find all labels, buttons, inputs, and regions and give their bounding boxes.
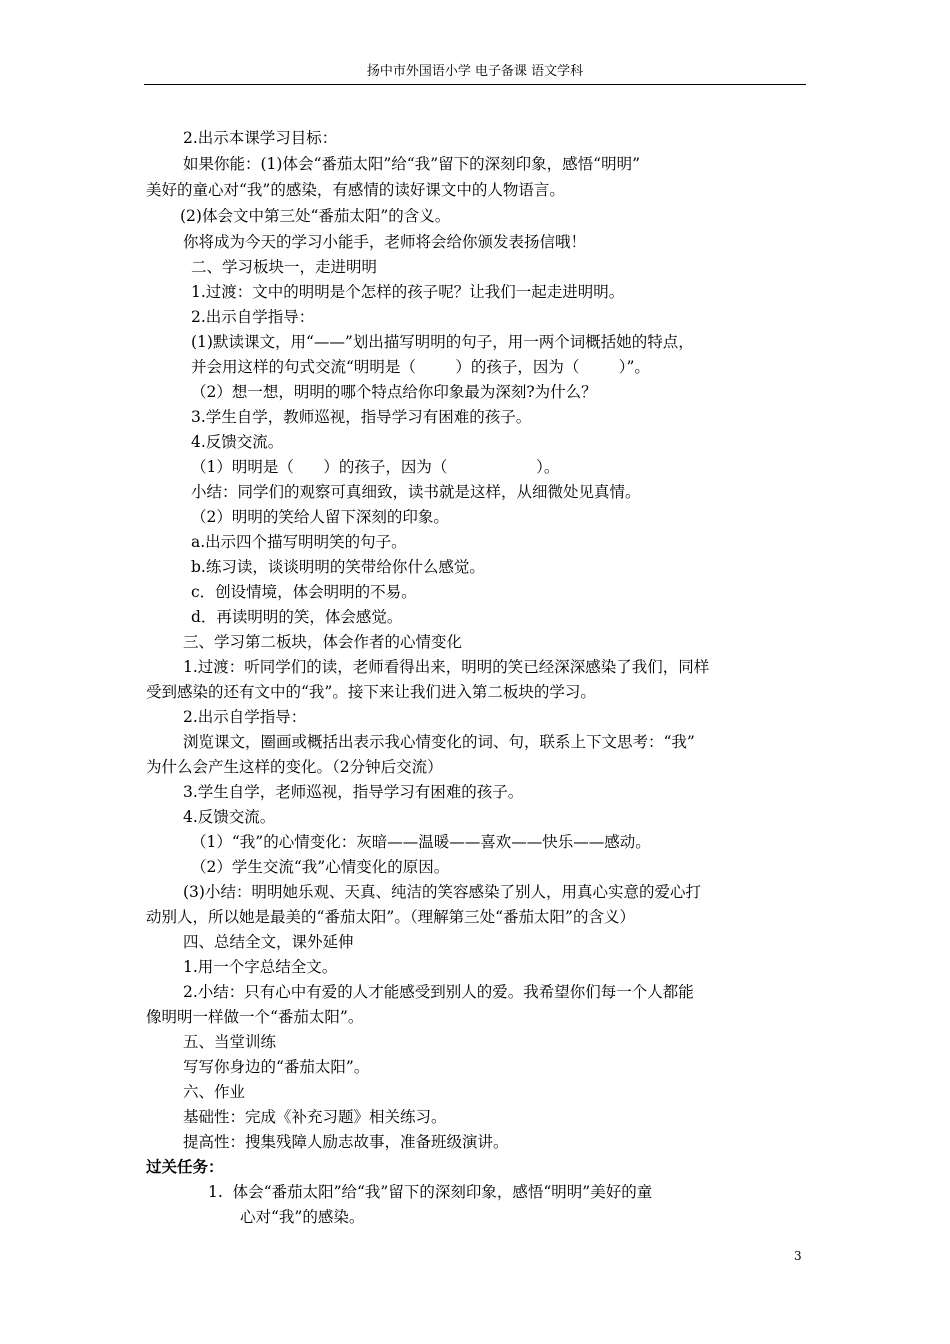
text-line: 1. 体会“番茄太阳”给“我”留下的深刻印象，感悟“明明”美好的童 — [208, 1183, 653, 1201]
text-line: 你将成为今天的学习小能手，老师将会给你颁发表扬信哦！ — [183, 233, 587, 251]
text-line: 动别人，所以她是最美的“番茄太阳”。（理解第三处“番茄太阳”的含义） — [146, 908, 635, 926]
text-line: 为什么会产生这样的变化。（2分钟后交流） — [146, 758, 443, 776]
text-line: 如果你能：(1)体会“番茄太阳”给“我”留下的深刻印象，感悟“明明” — [183, 155, 641, 173]
text-line: 受到感染的还有文中的“我”。接下来让我们进入第二板块的学习。 — [146, 683, 596, 701]
text-line: 过关任务： — [146, 1158, 224, 1176]
page-header: 扬中市外国语小学 电子备课 语文学科 — [366, 64, 584, 79]
text-line: 4.反馈交流。 — [191, 433, 284, 451]
text-line: 1.过渡：听同学们的读，老师看得出来，明明的笑已经深深感染了我们，同样 — [183, 658, 710, 676]
text-line: （2）想一想，明明的哪个特点给你印象最为深刻?为什么？ — [191, 383, 597, 401]
text-line: 像明明一样做一个“番茄太阳”。 — [146, 1008, 364, 1026]
text-line: 四、总结全文，课外延伸 — [183, 933, 354, 951]
text-line: 3.学生自学，教师巡视，指导学习有困难的孩子。 — [191, 408, 532, 426]
text-line: 心对“我”的感染。 — [240, 1208, 365, 1226]
text-line: (3)小结：明明她乐观、天真、纯洁的笑容感染了别人，用真心实意的爱心打 — [183, 883, 701, 901]
text-line: （2）明明的笑给人留下深刻的印象。 — [191, 508, 449, 526]
text-line: 写写你身边的“番茄太阳”。 — [183, 1058, 370, 1076]
text-line: 2.出示自学指导： — [183, 708, 307, 726]
text-line: 三、学习第二板块，体会作者的心情变化 — [183, 633, 463, 651]
text-line: （1）“我”的心情变化：灰暗——温暖——喜欢——快乐——感动。 — [191, 833, 651, 851]
text-line: 基础性：完成《补充习题》相关练习。 — [183, 1108, 447, 1126]
text-line: 六、作业 — [183, 1083, 246, 1101]
text-line: 2.出示本课学习目标： — [183, 129, 338, 147]
text-line: 3.学生自学，老师巡视，指导学习有困难的孩子。 — [183, 783, 524, 801]
text-line: （1）明明是（ ）的孩子，因为（ ）。 — [191, 458, 560, 476]
text-line: （2）学生交流“我”心情变化的原因。 — [191, 858, 450, 876]
text-line: 小结：同学们的观察可真细致，读书就是这样，从细微处见真情。 — [191, 483, 641, 501]
text-line: a.出示四个描写明明笑的句子。 — [191, 533, 407, 551]
text-line: 1.用一个字总结全文。 — [183, 958, 338, 976]
text-line: d．再读明明的笑，体会感觉。 — [191, 608, 403, 626]
text-line: 二、学习板块一，走进明明 — [191, 258, 378, 276]
text-line: 2.小结：只有心中有爱的人才能感受到别人的爱。我希望你们每一个人都能 — [183, 983, 694, 1001]
text-line: 五、当堂训练 — [183, 1033, 277, 1051]
text-line: (2)体会文中第三处“番茄太阳”的含义。 — [180, 207, 451, 225]
text-line: c．创设情境，体会明明的不易。 — [191, 583, 417, 601]
text-line: 浏览课文，圈画或概括出表示我心情变化的词、句，联系上下文思考：“我” — [183, 733, 695, 751]
text-line: 提高性：搜集残障人励志故事，准备班级演讲。 — [183, 1133, 509, 1151]
text-line: 美好的童心对“我”的感染，有感情的读好课文中的人物语言。 — [146, 181, 565, 199]
text-line: 4.反馈交流。 — [183, 808, 276, 826]
text-line: 并会用这样的句式交流“明明是（ ）的孩子，因为（ ）”。 — [191, 358, 650, 376]
page-number: 3 — [794, 1249, 802, 1263]
text-line: 1.过渡：文中的明明是个怎样的孩子呢？让我们一起走进明明。 — [191, 283, 625, 301]
text-line: 2.出示自学指导： — [191, 308, 315, 326]
header-rule — [144, 84, 806, 85]
text-line: (1)默读课文，用“——”划出描写明明的句子，用一两个词概括她的特点， — [191, 333, 694, 351]
text-line: b.练习读，谈谈明明的笑带给你什么感觉。 — [191, 558, 485, 576]
